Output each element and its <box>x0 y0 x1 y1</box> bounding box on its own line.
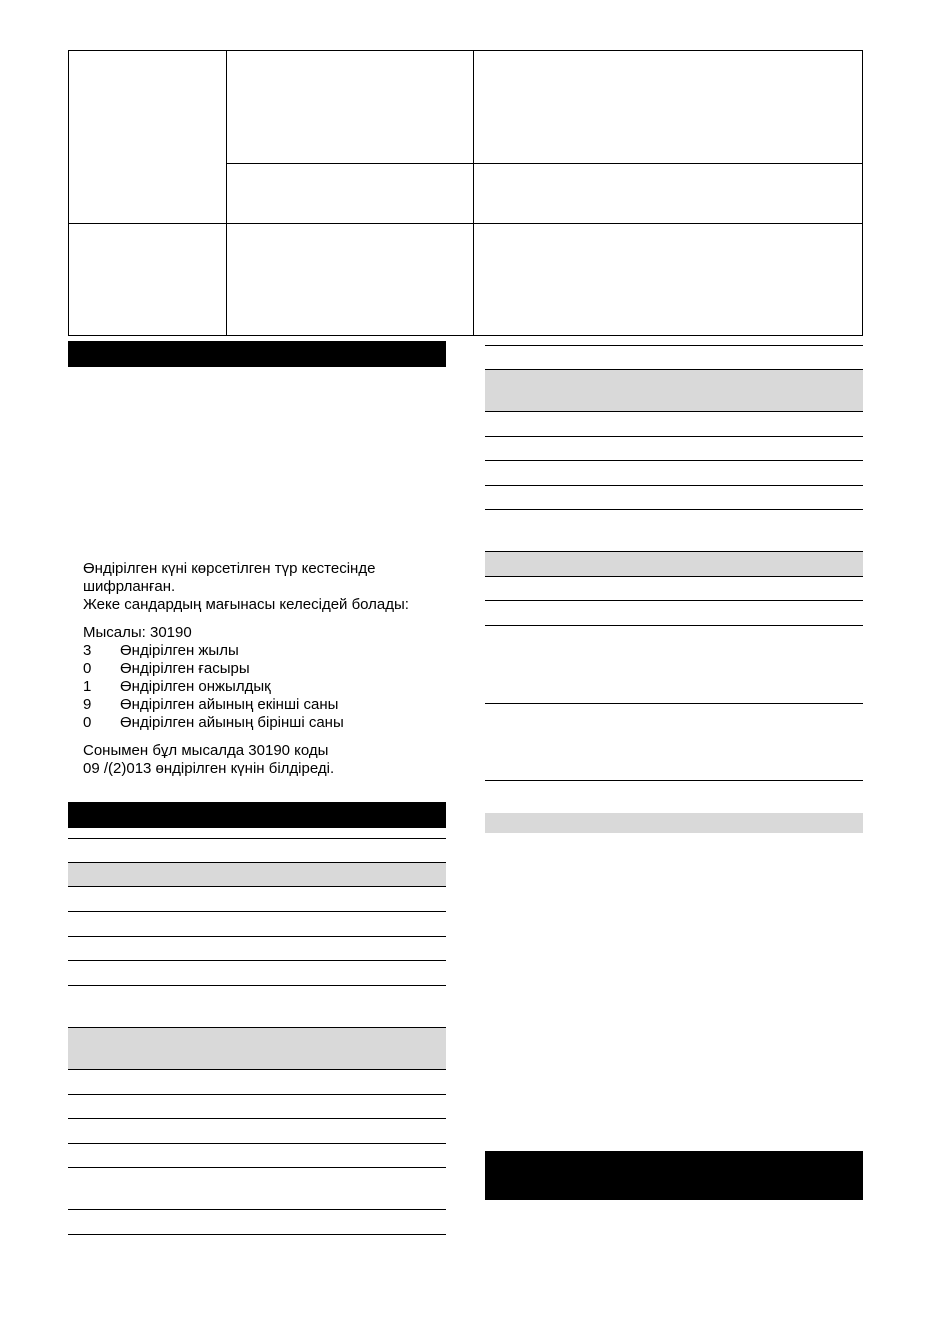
digit-description: Өндірілген ғасыры <box>120 660 250 677</box>
digit-row <box>83 714 463 732</box>
conclusion-line: 09 /(2)013 өндірілген күнін білдіреді. <box>83 760 335 777</box>
table-rule <box>68 1167 446 1168</box>
table-rule <box>485 369 863 370</box>
table-rule <box>68 960 446 961</box>
table-column-divider <box>226 51 227 335</box>
table-rule <box>68 1209 446 1210</box>
table-rule <box>485 509 863 510</box>
digit-row <box>83 642 463 660</box>
table-rule <box>485 411 863 412</box>
table-rule <box>485 485 863 486</box>
table-rule <box>68 1118 446 1119</box>
table-rule <box>68 1027 446 1028</box>
digit-row <box>83 696 463 714</box>
table-rule <box>485 460 863 461</box>
section-header-bar <box>68 802 446 828</box>
table-rule <box>485 436 863 437</box>
example-line: Мысалы: 30190 <box>83 624 192 641</box>
conclusion-line: Сонымен бұл мысалда 30190 коды <box>83 742 329 759</box>
intro-line: шифрланған. <box>83 578 176 595</box>
table-rule <box>68 936 446 937</box>
table-rule <box>68 838 446 839</box>
table-rule <box>485 600 863 601</box>
table-row-divider <box>226 163 862 164</box>
table-rule <box>68 886 446 887</box>
table-rule <box>485 625 863 626</box>
table-rule <box>68 1143 446 1144</box>
digit-row <box>83 678 463 696</box>
top-table <box>68 50 863 336</box>
table-row-divider <box>69 223 862 224</box>
section-header-bar <box>68 341 446 367</box>
section-header-bar <box>485 1151 863 1200</box>
digit: 3 <box>83 642 92 659</box>
digit-description: Өндірілген айының бірінші саны <box>120 714 344 731</box>
digit-description: Өндірілген айының екінші саны <box>120 696 339 713</box>
table-rule <box>68 911 446 912</box>
table-rule <box>485 345 863 346</box>
date-code-text <box>83 560 463 778</box>
table-rule <box>68 862 446 863</box>
intro-line: Өндірілген күні көрсетілген түр кестесінде <box>83 560 376 577</box>
table-group-header <box>485 551 863 576</box>
digit-row <box>83 660 463 678</box>
digit: 0 <box>83 714 92 731</box>
table-rule <box>68 985 446 986</box>
table-rule <box>485 576 863 577</box>
meaning-line: Жеке сандардың мағынасы келесідей болады: <box>83 596 409 613</box>
table-rule <box>68 1069 446 1070</box>
table-rule <box>68 1234 446 1235</box>
digit: 0 <box>83 660 92 677</box>
section-band <box>485 813 863 833</box>
digit-description: Өндірілген онжылдық <box>120 678 271 695</box>
table-rule <box>485 551 863 552</box>
digit: 1 <box>83 678 92 695</box>
table-rule <box>68 1094 446 1095</box>
table-group-header <box>68 863 446 886</box>
table-group-header <box>68 1027 446 1069</box>
table-rule <box>485 780 863 781</box>
table-group-header <box>485 369 863 411</box>
table-rule <box>485 703 863 704</box>
table-column-divider <box>473 51 474 335</box>
digit-description: Өндірілген жылы <box>120 642 239 659</box>
digit: 9 <box>83 696 92 713</box>
